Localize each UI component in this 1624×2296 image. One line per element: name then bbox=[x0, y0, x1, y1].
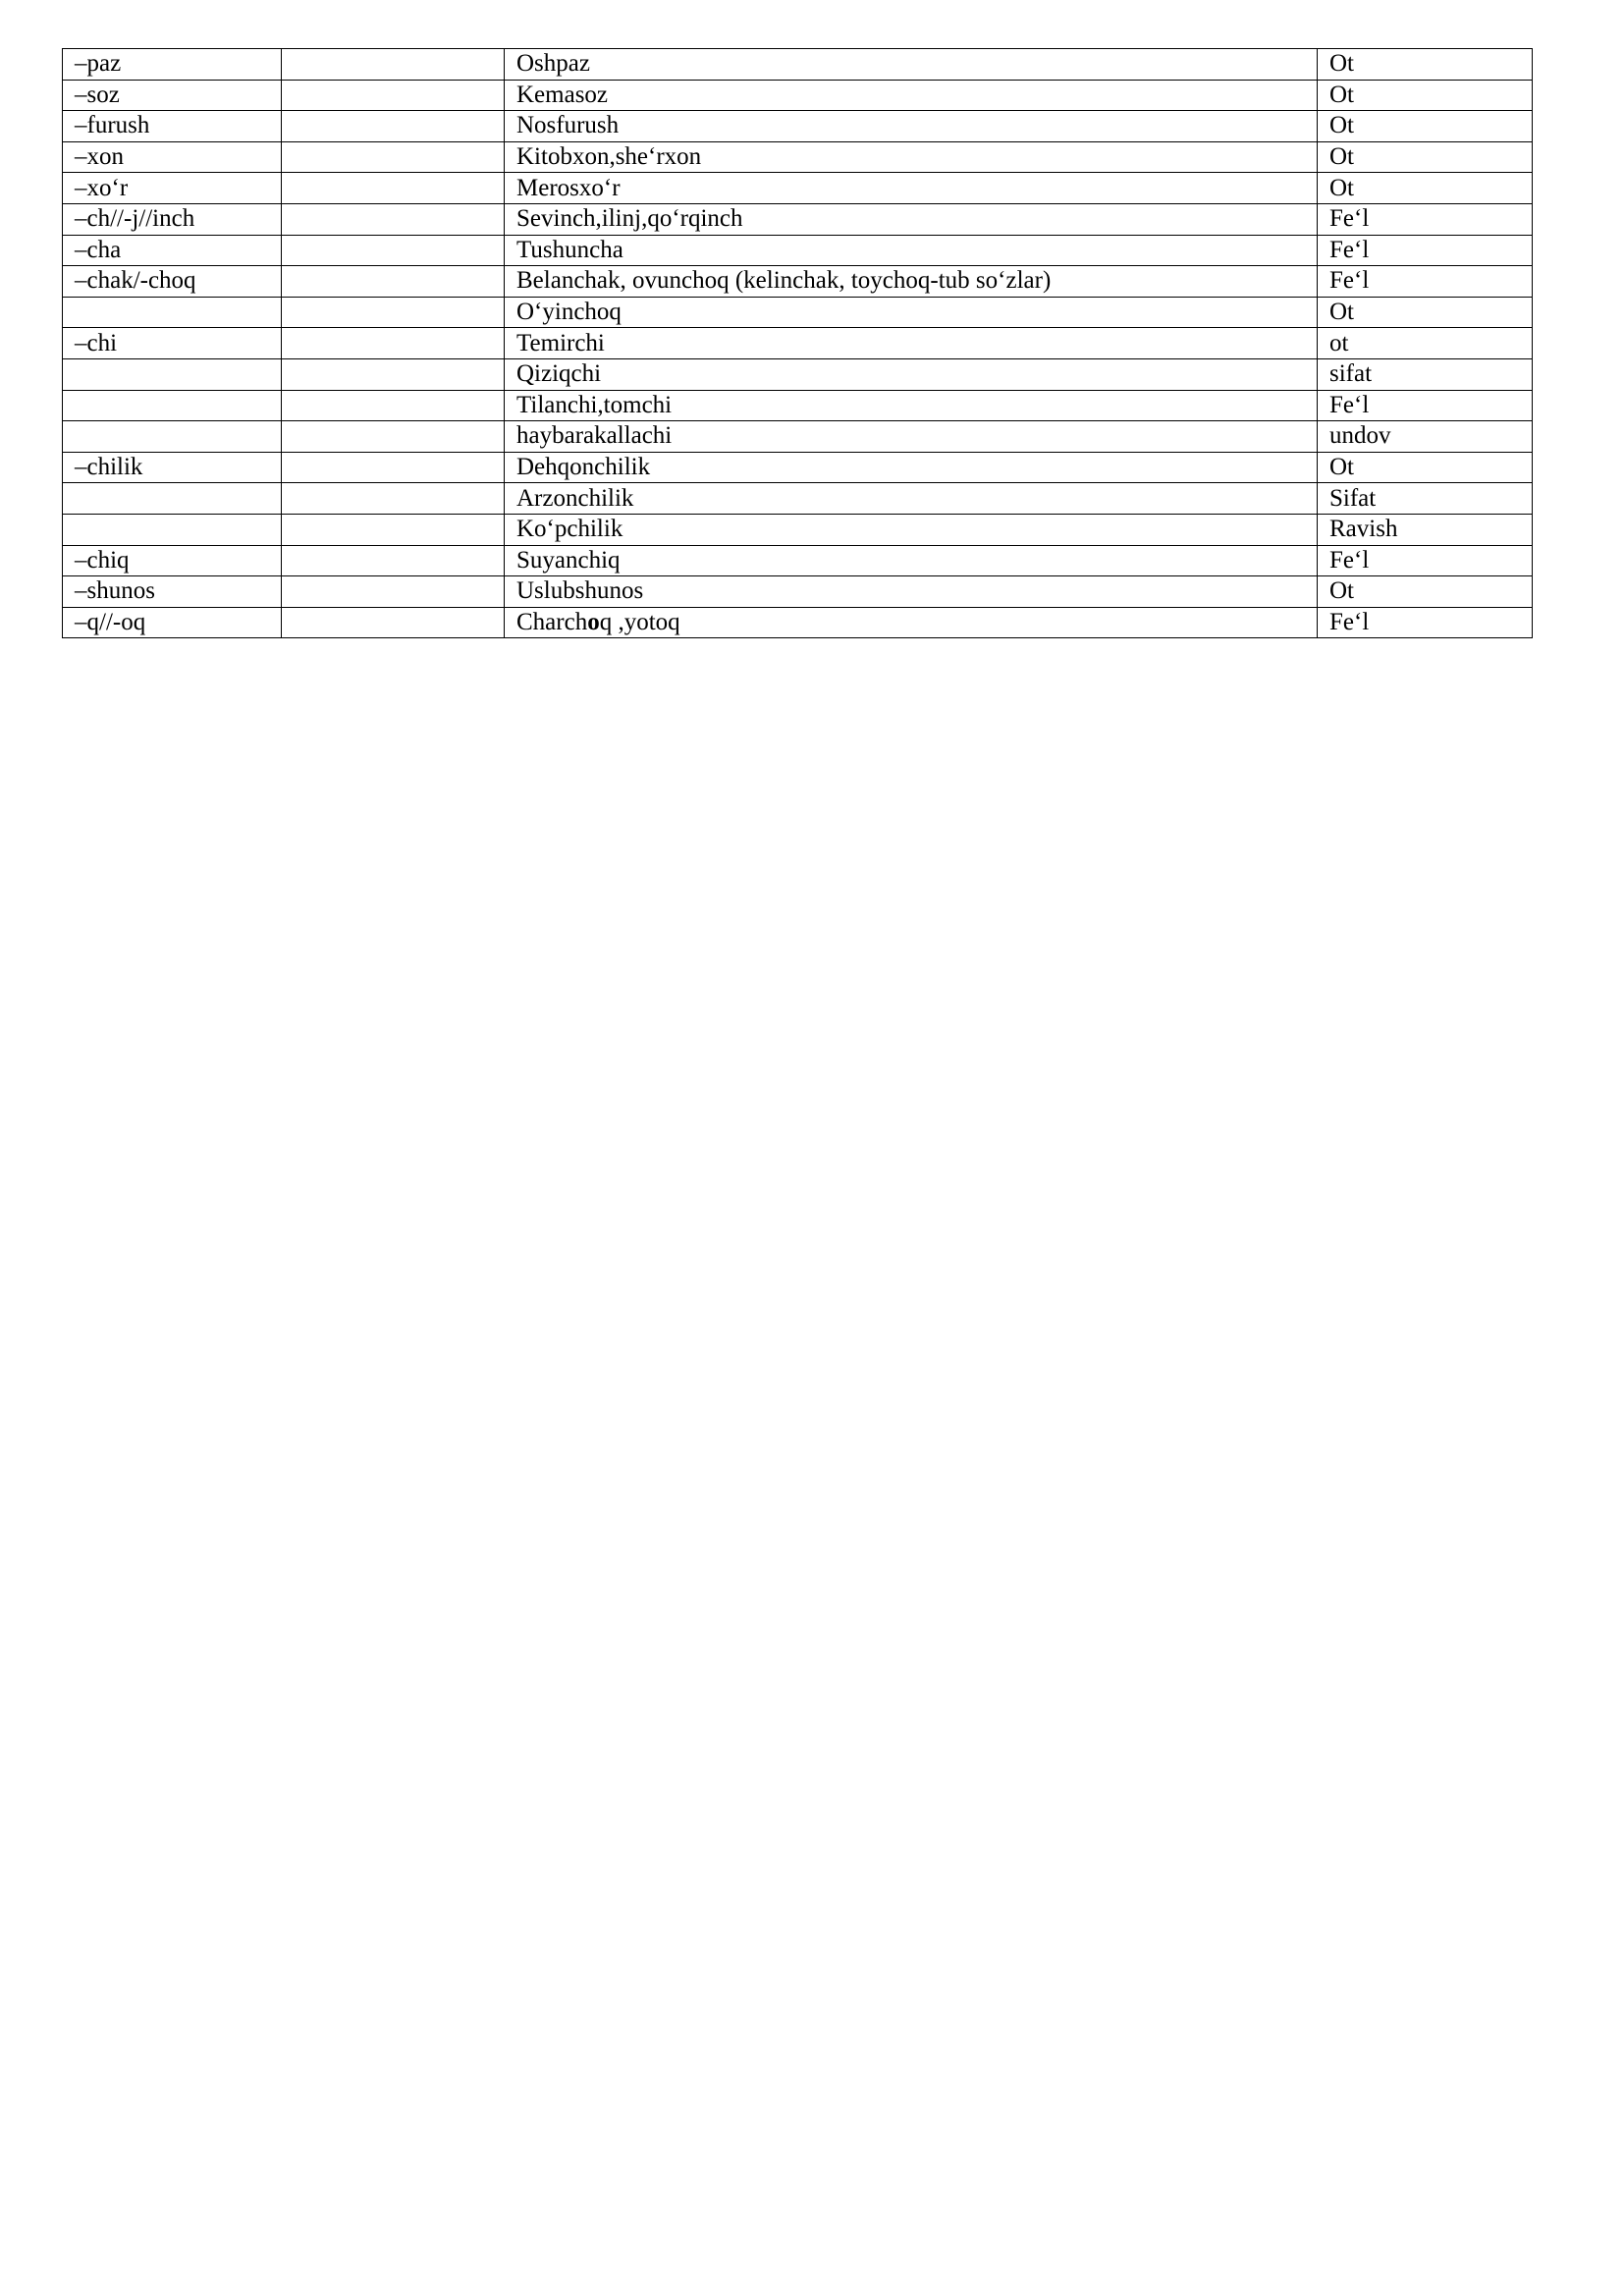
empty-cell bbox=[282, 141, 505, 173]
example-cell: Nosfurush bbox=[505, 111, 1318, 142]
part-of-speech-cell: Ot bbox=[1318, 452, 1533, 483]
suffix-table bbox=[62, 48, 1533, 638]
suffix-cell: –chilik bbox=[63, 452, 282, 483]
example-cell: Sevinch,ilinj,qo‘rqinch bbox=[505, 203, 1318, 235]
part-of-speech-cell: Fe‘l bbox=[1318, 607, 1533, 638]
example-cell: Dehqonchilik bbox=[505, 452, 1318, 483]
empty-cell bbox=[282, 421, 505, 453]
example-cell: Qiziqchi bbox=[505, 358, 1318, 390]
suffix-cell bbox=[63, 483, 282, 515]
example-cell: O‘yinchoq bbox=[505, 297, 1318, 328]
suffix-cell bbox=[63, 358, 282, 390]
example-cell: Temirchi bbox=[505, 328, 1318, 359]
example-cell: Oshpaz bbox=[505, 49, 1318, 81]
suffix-cell bbox=[63, 421, 282, 453]
part-of-speech-cell: Sifat bbox=[1318, 483, 1533, 515]
table-row bbox=[63, 576, 1533, 608]
suffix-cell: –chiq bbox=[63, 545, 282, 576]
empty-cell bbox=[282, 266, 505, 298]
part-of-speech-cell: ot bbox=[1318, 328, 1533, 359]
part-of-speech-cell: Ot bbox=[1318, 297, 1533, 328]
table-row bbox=[63, 141, 1533, 173]
empty-cell bbox=[282, 390, 505, 421]
empty-cell bbox=[282, 203, 505, 235]
suffix-cell: –shunos bbox=[63, 576, 282, 608]
empty-cell bbox=[282, 297, 505, 328]
example-cell: Arzonchilik bbox=[505, 483, 1318, 515]
suffix-cell: –xo‘r bbox=[63, 173, 282, 204]
empty-cell bbox=[282, 173, 505, 204]
empty-cell bbox=[282, 607, 505, 638]
table-row bbox=[63, 111, 1533, 142]
part-of-speech-cell: Fe‘l bbox=[1318, 235, 1533, 266]
example-cell: Tushuncha bbox=[505, 235, 1318, 266]
table-row bbox=[63, 514, 1533, 545]
suffix-cell bbox=[63, 297, 282, 328]
part-of-speech-cell: undov bbox=[1318, 421, 1533, 453]
table-row bbox=[63, 49, 1533, 81]
part-of-speech-cell: Ot bbox=[1318, 141, 1533, 173]
empty-cell bbox=[282, 483, 505, 515]
table-row bbox=[63, 266, 1533, 298]
table-row bbox=[63, 421, 1533, 453]
example-text-part: q ,yotoq bbox=[599, 608, 680, 635]
part-of-speech-cell: sifat bbox=[1318, 358, 1533, 390]
empty-cell bbox=[282, 358, 505, 390]
example-cell: haybarakallachi bbox=[505, 421, 1318, 453]
suffix-cell: –paz bbox=[63, 49, 282, 81]
suffix-cell bbox=[63, 390, 282, 421]
suffix-cell: –q//-oq bbox=[63, 607, 282, 638]
empty-cell bbox=[282, 111, 505, 142]
example-text-part: Charch bbox=[516, 608, 588, 635]
part-of-speech-cell: Fe‘l bbox=[1318, 390, 1533, 421]
suffix-cell bbox=[63, 514, 282, 545]
table-row bbox=[63, 452, 1533, 483]
table-row bbox=[63, 483, 1533, 515]
example-cell: Suyanchiq bbox=[505, 545, 1318, 576]
table-row bbox=[63, 203, 1533, 235]
part-of-speech-cell: Ot bbox=[1318, 111, 1533, 142]
table-row bbox=[63, 328, 1533, 359]
example-cell: Kitobxon,she‘rxon bbox=[505, 141, 1318, 173]
table-row bbox=[63, 235, 1533, 266]
table-row bbox=[63, 80, 1533, 111]
suffix-cell: –xon bbox=[63, 141, 282, 173]
suffix-cell: –ch//-j//inch bbox=[63, 203, 282, 235]
empty-cell bbox=[282, 514, 505, 545]
empty-cell bbox=[282, 576, 505, 608]
table-row bbox=[63, 390, 1533, 421]
empty-cell bbox=[282, 235, 505, 266]
example-cell bbox=[505, 607, 1318, 638]
suffix-cell: –chi bbox=[63, 328, 282, 359]
empty-cell bbox=[282, 545, 505, 576]
empty-cell bbox=[282, 328, 505, 359]
part-of-speech-cell: Ravish bbox=[1318, 514, 1533, 545]
table-row bbox=[63, 607, 1533, 638]
empty-cell bbox=[282, 452, 505, 483]
suffix-cell: –furush bbox=[63, 111, 282, 142]
example-cell: Belanchak, ovunchoq (kelinchak, toychoq-tub so‘zlar) bbox=[505, 266, 1318, 298]
example-bold-letter: o bbox=[587, 608, 600, 635]
empty-cell bbox=[282, 49, 505, 81]
example-cell: Tilanchi,tomchi bbox=[505, 390, 1318, 421]
part-of-speech-cell: Fe‘l bbox=[1318, 545, 1533, 576]
part-of-speech-cell: Fe‘l bbox=[1318, 266, 1533, 298]
suffix-cell: –chak/-choq bbox=[63, 266, 282, 298]
part-of-speech-cell: Ot bbox=[1318, 576, 1533, 608]
table-row bbox=[63, 173, 1533, 204]
example-cell: Ko‘pchilik bbox=[505, 514, 1318, 545]
table-row bbox=[63, 358, 1533, 390]
empty-cell bbox=[282, 80, 505, 111]
example-cell: Merosxo‘r bbox=[505, 173, 1318, 204]
table-row bbox=[63, 297, 1533, 328]
part-of-speech-cell: Ot bbox=[1318, 49, 1533, 81]
table-row bbox=[63, 545, 1533, 576]
suffix-cell: –cha bbox=[63, 235, 282, 266]
part-of-speech-cell: Ot bbox=[1318, 173, 1533, 204]
example-cell: Kemasoz bbox=[505, 80, 1318, 111]
part-of-speech-cell: Fe‘l bbox=[1318, 203, 1533, 235]
suffix-cell: –soz bbox=[63, 80, 282, 111]
example-cell: Uslubshunos bbox=[505, 576, 1318, 608]
part-of-speech-cell: Ot bbox=[1318, 80, 1533, 111]
